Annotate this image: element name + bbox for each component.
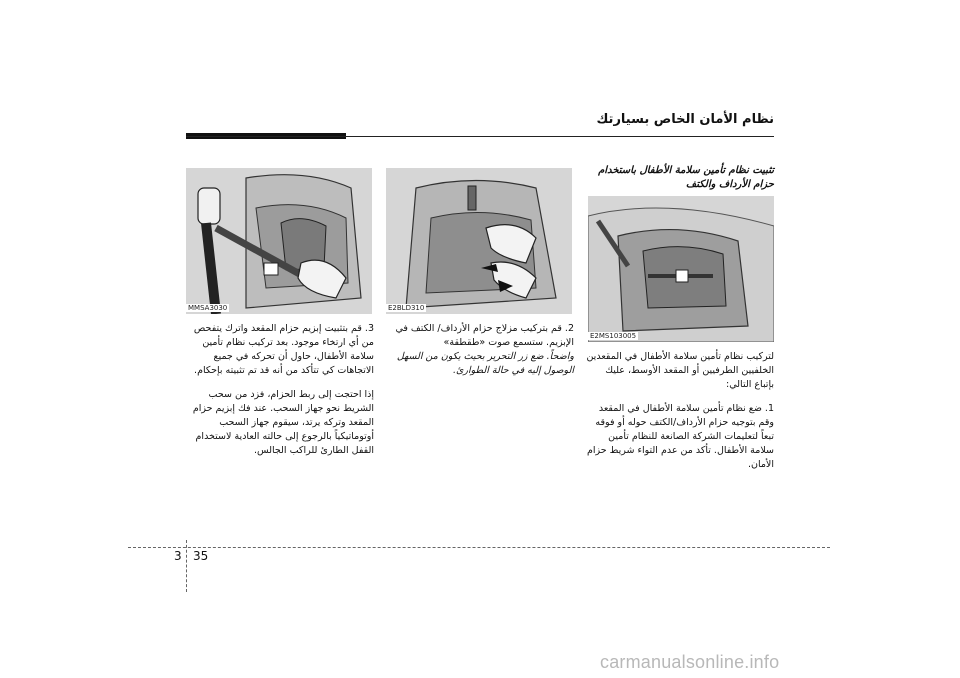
image-code: MMSA3030	[188, 304, 228, 312]
illustration-child-seat	[588, 196, 774, 342]
image-code: E2BLD310	[388, 304, 425, 312]
page-header-title: ﻧﻈﺎﻡ ﺍﻷﻣﺎﻥ ﺍﻟﺨﺎﺹ ﺑﺴﻴﺎﺭﺗﻚ	[596, 112, 774, 127]
step-2-note: ﻭﺍﺿﺤﺎً. ﺿﻊ ﺯﺭ ﺍﻟﺘﺤﺮﻳﺮ ﺑﺤﻴﺚ ﻳﻜﻮﻥ ﻣﻦ ﺍﻟﺴﻬﻞ ﺍﻟﻮﺻﻮﻝ ﺇﻟﻴﻪ ﻓﻲ ﺣﺎﻟﺔ ﺍﻟﻄﻮﺍﺭﺉ.	[396, 351, 574, 376]
belt-tighten-drawing	[186, 168, 372, 314]
step-2: 2. ﻗﻢ ﺑﺘﺮﻛﻴﺐ ﻣﺰﻻﺝ ﺣﺰﺍﻡ ﺍﻷﺭﺩﺍﻑ/ ﺍﻟﻜﺘﻒ ﻓﻲ ﺍﻹﺑﺰﻳﻢ. ﺳﺘﺴﻤﻊ ﺻﻮﺕ «ﻃﻘﻄﻘﺔ»	[395, 323, 574, 348]
child-seat-drawing	[588, 196, 774, 342]
step-3: 3. ﻗﻢ ﺑﺘﺜﺒﻴﺖ ﺇﺑﺰﻳﻢ ﺣﺰﺍﻡ ﺍﻟﻤﻘﻌﺪ ﻭﺍﺗﺮﻙ ﻳﺘﻔﺤﺺ ﻣﻦ ﺃﻱ ﺍﺭﺗﺨﺎﺀ ﻣﻮﺟﻮﺩ. ﺑﻌﺪ ﺗﺮﻛﻴﺐ ﻧﻈﺎﻡ ﺗﺄﻣﻴﻦ ﺳﻼﻣﺔ ﺍﻷﻃﻔﺎﻝ، ﺣﺎﻭﻝ ﺃﻥ ﺗﺤﺮﻛﻪ ﻓﻲ ﺟﻤﻴﻊ ﺍﻻﺗﺠﺎﻫﺎﺕ ﻛﻲ ﺗﺘﺄﻛﺪ ﻣﻦ ﺃﻧﻪ ﻗﺪ ﺗﻢ ﺗﺜﺒﻴﺘﻪ ﺑﺈﺣﻜﺎﻡ.	[193, 323, 374, 376]
intro-paragraph: ﻟﺘﺮﻛﻴﺐ ﻧﻈﺎﻡ ﺗﺄﻣﻴﻦ ﺳﻼﻣﺔ ﺍﻷﻃﻔﺎﻝ ﻓﻲ ﺍﻟﻤﻘﻌﺪﻳﻦ ﺍﻟﺨﻠﻔﻴﻴﻦ ﺍﻟﻄﺮﻓﻴﻴﻦ ﺃﻭ ﺍﻟﻤﻘﻌﺪ ﺍﻷﻭﺳﻂ، ﻋﻠﻴﻚ ﺑﺈﺗﺒﺎﻉ ﺍﻟﺘﺎﻟﻲ:	[586, 351, 774, 390]
page-number: 35	[193, 549, 209, 563]
right-column	[584, 350, 774, 482]
watermark: carmanualsonline.info	[600, 652, 780, 672]
step-3-note: ﺇﺫﺍ ﺍﺣﺘﺠﺖ ﺇﻟﻰ ﺭﺑﻂ ﺍﻟﺤﺰﺍﻡ، ﻓﺰﺩ ﻣﻦ ﺳﺤﺐ ﺍﻟﺸﺮﻳﻂ ﻧﺤﻮ ﺟﻬﺎﺯ ﺍﻟﺴﺤﺐ. ﻋﻨﺪ ﻓﻚ ﺇﺑﺰﻳﻢ ﺣﺰﺍﻡ ﺍﻟﻤﻘﻌﺪ ﻭﺗﺮﻛﻪ ﻳﺮﺗﺪ، ﺳﻴﻘﻮﻡ ﺟﻬﺎﺯ ﺍﻟﺴﺤﺐ ﺃﻭﺗﻮﻣﺎﺗﻴﻜﻴﺎً ﺑﺎﻟﺮﺟﻮﻉ ﺇﻟﻰ ﺣﺎﻟﺘﻪ ﺍﻟﻌﺎﺩﻳﺔ ﻻﺳﺘﺨﺪﺍﻡ ﺍﻟﻘﻔﻞ ﺍﻟﻄﺎﺭﺉ ﻟﻠﺮﺍﻛﺐ ﺍﻟﺠﺎﻟﺲ.	[192, 389, 374, 456]
left-column	[188, 322, 374, 468]
illustration-belt-tighten	[186, 168, 372, 314]
section-heading: ﺗﺜﺒﻴﺖ ﻧﻈﺎﻡ ﺗﺄﻣﻴﻦ ﺳﻼﻣﺔ ﺍﻷﻃﻔﺎﻝ ﺑﺎﺳﺘﺨﺪﺍﻡ ﺣﺰﺍﻡ ﺍﻷﺭﺩﺍﻑ ﻭﺍﻟﻜﺘﻒ	[598, 165, 774, 190]
illustration-buckle-latch	[386, 168, 572, 314]
chapter-number: 3	[174, 549, 182, 563]
image-code: E2MS103005	[590, 332, 637, 340]
footer-rule	[128, 547, 830, 548]
buckle-latch-drawing	[386, 168, 572, 314]
header-rule	[186, 136, 774, 137]
footer-divider	[186, 540, 187, 592]
middle-column	[388, 322, 574, 388]
step-1: 1. ﺿﻊ ﻧﻈﺎﻡ ﺗﺄﻣﻴﻦ ﺳﻼﻣﺔ ﺍﻷﻃﻔﺎﻝ ﻓﻲ ﺍﻟﻤﻘﻌﺪ ﻭﻗﻢ ﺑﺘﻮﺟﻴﻪ ﺣﺰﺍﻡ ﺍﻷﺭﺩﺍﻑ/ﺍﻟﻜﺘﻒ ﺣﻮﻟﻪ ﺃﻭ ﻓﻮﻗﻪ ﺗﺒﻌﺎً ﻟﺘﻌﻠﻴﻤﺎﺕ ﺍﻟﺸﺮﻛﺔ ﺍﻟﺼﺎﻧﻌﺔ ﻟﻠﻨﻈﺎﻡ ﺗﺄﻣﻴﻦ ﺳﻼﻣﺔ ﺍﻷﻃﻔﺎﻝ. ﺗﺄﻛﺪ ﻣﻦ ﻋﺪﻡ ﺍﻟﺘﻮﺍﺀ ﺷﺮﻳﻂ ﺣﺰﺍﻡ ﺍﻷﻣﺎﻥ.	[586, 403, 774, 470]
